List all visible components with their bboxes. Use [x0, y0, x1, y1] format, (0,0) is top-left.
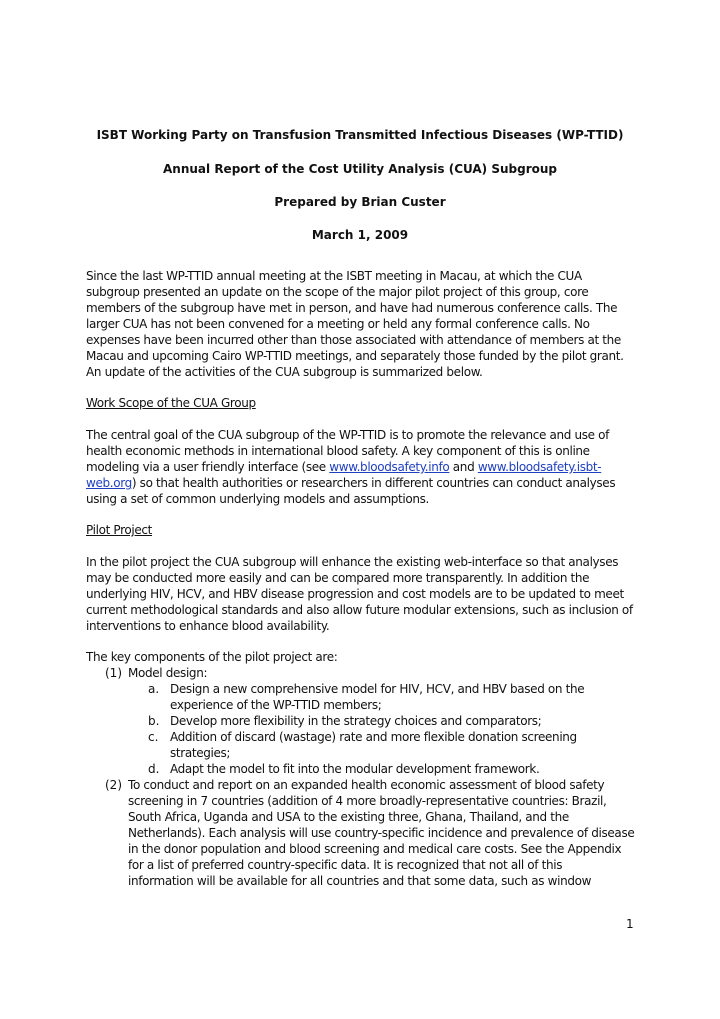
- pilot-line: In the pilot project the CUA subgroup will enhance the existing web-interface so that analyses: [86, 555, 619, 569]
- list-item-line: screening in 7 countries (addition of 4 more broadly-representative countries: Brazil,: [128, 794, 607, 808]
- work-scope-line: [86, 459, 601, 475]
- pilot-line: interventions to enhance blood availability.: [86, 619, 330, 633]
- bloodsafety-info-link[interactable]: www.bloodsafety.info: [329, 460, 450, 474]
- pilot-line: underlying HIV, HCV, and HBV disease progression and cost models are to be updated to meet: [86, 587, 624, 601]
- bloodsafety-isbt-web-link[interactable]: www.bloodsafety.isbt-: [477, 460, 602, 474]
- pilot-line: current methodological standards and also allow future modular extensions, such as inclusion of: [86, 603, 633, 617]
- document-author: Prepared by Brian Custer: [274, 195, 446, 209]
- intro-line: Since the last WP-TTID annual meeting at the ISBT meeting in Macau, at which the CUA: [86, 269, 582, 283]
- list-marker: (1): [105, 666, 122, 680]
- list-item-line: for a list of preferred country-specific data. It is recognized that not all of this: [128, 858, 563, 872]
- list-item-line: South Africa, Uganda and USA to the existing three, Ghana, Thailand, and the: [128, 810, 569, 824]
- pilot-project-heading: Pilot Project: [86, 523, 153, 537]
- components-intro: The key components of the pilot project are:: [86, 650, 338, 664]
- sublist-line: strategies;: [170, 746, 231, 760]
- pilot-line: may be conducted more easily and can be compared more transparently. In addition the: [86, 571, 590, 585]
- sublist-marker: b.: [148, 714, 160, 728]
- list-item-line: in the donor population and blood screening and medical care costs. See the Appendix: [128, 842, 622, 856]
- intro-line: An update of the activities of the CUA subgroup is summarized below.: [86, 365, 483, 379]
- sublist-marker: d.: [148, 762, 160, 776]
- intro-line: Macau and upcoming Cairo WP-TTID meetings, and separately those funded by the pilot grant.: [86, 349, 624, 363]
- document-title: ISBT Working Party on Transfusion Transmitted Infectious Diseases (WP-TTID): [96, 128, 624, 142]
- work-scope-line: using a set of common underlying models and assumptions.: [86, 492, 430, 506]
- sublist-line: Develop more flexibility in the strategy choices and comparators;: [170, 714, 542, 728]
- document-subtitle: Annual Report of the Cost Utility Analysis (CUA) Subgroup: [163, 162, 557, 176]
- sublist-line: Addition of discard (wastage) rate and more flexible donation screening: [170, 730, 577, 744]
- intro-line: members of the subgroup have met in person, and have had numerous conference calls. The: [86, 301, 618, 315]
- list-item-line: To conduct and report on an expanded health economic assessment of blood safety: [128, 778, 605, 792]
- document-date: March 1, 2009: [311, 228, 409, 242]
- work-scope-line: The central goal of the CUA subgroup of the WP-TTID is to promote the relevance and use of: [86, 428, 610, 442]
- work-scope-line: health economic methods in international blood safety. A key component of this is online: [86, 444, 590, 458]
- work-scope-text: ) so that health authorities or researchers in different countries can conduct analyses: [131, 476, 616, 490]
- sublist-line: Design a new comprehensive model for HIV, HCV, and HBV based on the: [170, 682, 585, 696]
- work-scope-text: modeling via a user friendly interface (see: [86, 460, 330, 474]
- work-scope-text: and: [449, 460, 478, 474]
- intro-line: subgroup presented an update on the scope of the major pilot project of this group, core: [86, 285, 589, 299]
- bloodsafety-isbt-web-link-continued[interactable]: web.org: [86, 476, 132, 490]
- work-scope-heading: Work Scope of the CUA Group: [86, 396, 256, 410]
- page-number: 1: [626, 917, 634, 931]
- list-item-label: Model design:: [128, 666, 208, 680]
- work-scope-line: [86, 475, 615, 491]
- list-item-line: Netherlands). Each analysis will use country-specific incidence and prevalence of disease: [128, 826, 635, 840]
- intro-line: larger CUA has not been convened for a meeting or held any formal conference calls. No: [86, 317, 590, 331]
- sublist-line: experience of the WP-TTID members;: [170, 698, 382, 712]
- list-marker: (2): [105, 778, 122, 792]
- list-item-line: information will be available for all countries and that some data, such as window: [128, 874, 592, 888]
- intro-line: expenses have been incurred other than those associated with attendance of members at the: [86, 333, 621, 347]
- sublist-line: Adapt the model to fit into the modular development framework.: [170, 762, 540, 776]
- sublist-marker: c.: [148, 730, 159, 744]
- sublist-marker: a.: [148, 682, 160, 696]
